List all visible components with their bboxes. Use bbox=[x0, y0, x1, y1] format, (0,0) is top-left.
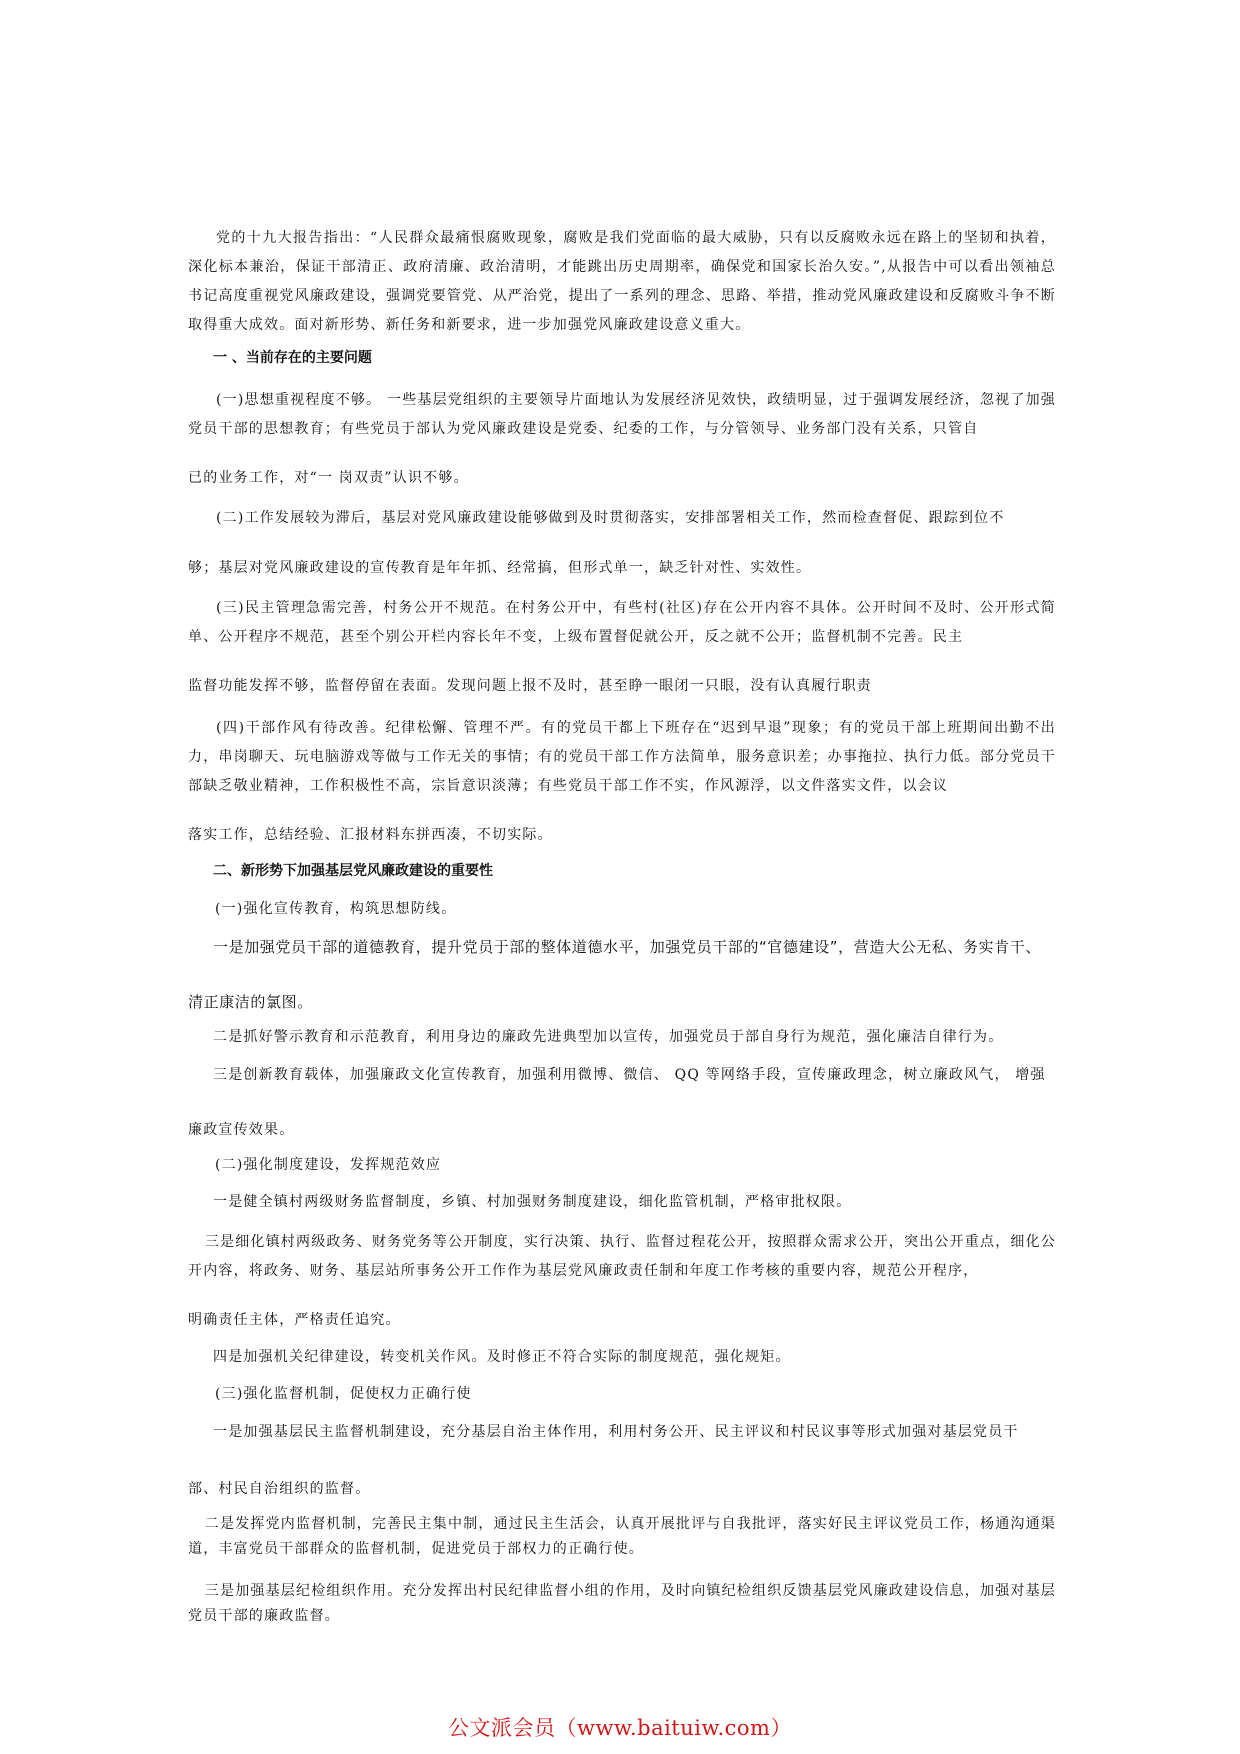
subsection-2-item-3-continuation: 明确责任主体，严格责任追究。 bbox=[188, 1312, 401, 1328]
problem-4-paragraph: (四)干部作风有待改善。纪律松懈、管理不严。有的党员干都上下班存在“迟到早退”现象；有的党员干部上班期间出勤不出力，串岗聊天、玩电脑游戏等做与工作无关的事情；有的党员干部工作方法简单，服务意识差；办事拖拉、执行力低。部分党员干部缺乏敬业精神，工作积极性不高，宗旨意识淡薄；有些党员干部工作不实，作风源浮，以文件落实文件，以会议 bbox=[188, 720, 1056, 794]
section-heading-1: 一 、当前存在的主要问题 bbox=[213, 350, 372, 366]
problem-3-paragraph: (三)民主管理急需完善，村务公开不规范。在村务公开中，有些村(社区)存在公开内容不具体。公开时间不及时、公开形式简单、公开程序不规范，甚至个别公开栏内容长年不变，上级布置督促就公开，反之就不公开；监督机制不完善。民主 bbox=[188, 600, 1056, 645]
subsection-3-item-1-continuation: 部、村民自治组织的监督。 bbox=[188, 1481, 371, 1497]
problem-1-continuation: 已的业务工作，对“一 岗双责”认识不够。 bbox=[188, 470, 469, 486]
problem-2-paragraph: (二)工作发展较为滞后，基层对党风廉政建设能够做到及时贯彻落实，安排部署相关工作，然而检查督促、跟踪到位不 bbox=[216, 510, 1005, 526]
subsection-2-item-3: 三是细化镇村两级政务、财务党务等公开制度，实行决策、执行、监督过程花公开，按照群众需求公开，突出公开重点，细化公开内容，将政务、财务、基层站所事务公开工作作为基层党风廉政责任制和年度工作考核的重要内容，规范公开程序， bbox=[188, 1234, 1056, 1279]
subsection-2-item-1: 一是健全镇村两级财务监督制度，乡镇、村加强财务制度建设，细化监管机制，严格审批权限。 bbox=[213, 1194, 852, 1210]
problem-1-paragraph: (一)思想重视程度不够。 一些基层党组织的主要领导片面地认为发展经济见效快，政绩明显，过于强调发展经济，忽视了加强党员干部的思想教育；有些党员于部认为党风廉政建设是党委、纪委的工作，与分管领导、业务部门没有关系，只管自 bbox=[188, 392, 1056, 437]
footer-watermark: 公文派会员（www.baituiw.com） bbox=[448, 1716, 792, 1740]
subsection-3-title: (三)强化监督机制，促使权力正确行使 bbox=[215, 1386, 472, 1402]
problem-2-continuation: 够；基层对党风廉政建设的宣传教育是年年抓、经常搞，但形式单一，缺乏针对性、实效性。 bbox=[188, 560, 812, 576]
intro-paragraph: 党的十九大报告指出：“人民群众最痛恨腐败现象，腐败是我们党面临的最大威胁，只有以反腐败永远在路上的坚韧和执着，深化标本兼治，保证干部清正、政府清廉、政治清明，才能跳出历史周期率，确保党和国家长治久安。”,从报告中可以看出领袖总书记高度重视党风廉政建设，强调党要管党、从严治党，提出了一系列的理念、思路、举措，推动党风廉政建设和反腐败斗争不断取得重大成效。面对新形势、新任务和新要求，进一步加强党风廉政建设意义重大。 bbox=[188, 230, 1056, 333]
subsection-1-item-1: 一是加强党员干部的道德教育，提升党员于部的整体道德水平，加强党员干部的“官德建设”，营造大公无私、务实肯干、 bbox=[213, 938, 1041, 956]
subsection-1-title: (一)强化宣传教育，构筑思想防线。 bbox=[215, 901, 457, 917]
problem-3-continuation: 监督功能发挥不够，监督停留在表面。发现问题上报不及时，甚至睁一眼闭一只眼，没有认真履行职责 bbox=[188, 678, 872, 694]
subsection-1-item-3-continuation: 廉政宣传效果。 bbox=[188, 1122, 295, 1138]
subsection-3-item-3: 三是加强基层纪检组织作用。充分发挥出村民纪律监督小组的作用，及时向镇纪检组织反馈基层党风廉政建设信息，加强对基层党员干部的廉政监督。 bbox=[188, 1583, 1056, 1624]
section-heading-2: 二、新形势下加强基层党风廉政建设的重要性 bbox=[213, 863, 493, 879]
subsection-3-item-1: 一是加强基层民主监督机制建设，充分基层自治主体作用，利用村务公开、民主评议和村民议事等形式加强对基层党员干 bbox=[213, 1424, 1019, 1440]
subsection-3-item-2: 二是发挥党内监督机制，完善民主集中制，通过民主生活会，认真开展批评与自我批评，落实好民主评议党员工作，杨通沟通渠道，丰富党员干部群众的监督机制，促进党员于部权力的正确行使。 bbox=[188, 1516, 1056, 1557]
problem-4-continuation: 落实工作，总结经验、汇报材料东拼西凑，不切实际。 bbox=[188, 827, 553, 843]
subsection-1-item-1-continuation: 清正康洁的氯图。 bbox=[188, 993, 313, 1011]
subsection-1-item-2: 二是抓好警示教育和示范教育，利用身边的廉政先进典型加以宣传，加强党员于部自身行为规范，强化廉洁自律行为。 bbox=[213, 1029, 1004, 1045]
subsection-1-item-3: 三是创新教育载体，加强廉政文化宣传教育，加强利用微博、微信、 QQ 等网络手段，宣传廉政理念，树立廉政风气， 增强 bbox=[213, 1067, 1046, 1083]
subsection-2-title: (二)强化制度建设，发挥规范效应 bbox=[215, 1157, 442, 1173]
subsection-2-item-4: 四是加强机关纪律建设，转变机关作风。及时修正不符合实际的制度规范，强化规矩。 bbox=[213, 1349, 791, 1365]
